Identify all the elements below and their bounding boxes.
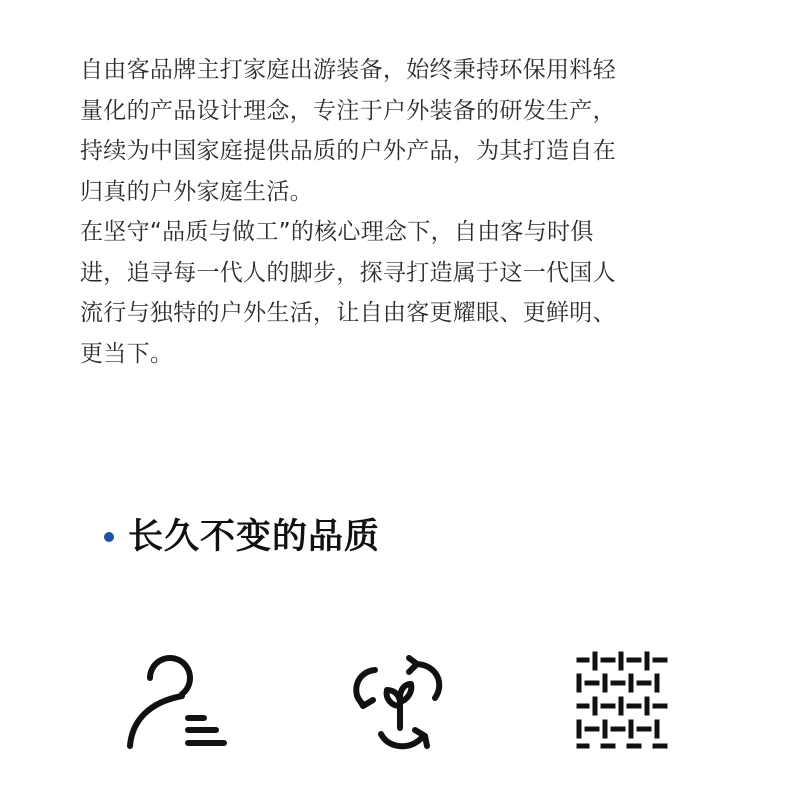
bullet-dot [104,532,114,542]
intro-line: 进，追寻每一代人的脚步，探寻打造属于这一代国人 [80,259,616,286]
intro-line: 流行与独特的户外生活，让自由客更耀眼、更鲜明、 [80,300,616,326]
brand-intro [80,50,720,374]
intro-line: 量化的产品设计理念，专注于户外装备的研发生产， [80,97,616,124]
feature-icon-row [0,650,800,760]
user-list-icon [120,650,235,760]
intro-line: 归真的户外家庭生活。 [80,178,313,205]
section-title: 长久不变的品质 [128,517,381,557]
intro-line: 持续为中国家庭提供品质的户外产品，为其打造自在 [80,138,616,164]
eco-cycle-icon [345,650,455,760]
intro-line: 在坚守“品质与做工”的核心理念下，自由客与时俱 [80,219,594,245]
intro-line: 自由客品牌主打家庭出游装备，始终秉持环保用料轻 [80,57,616,83]
intro-line: 更当下。 [80,340,174,367]
quality-section-heading [104,512,380,562]
weave-pattern-icon [575,650,675,750]
